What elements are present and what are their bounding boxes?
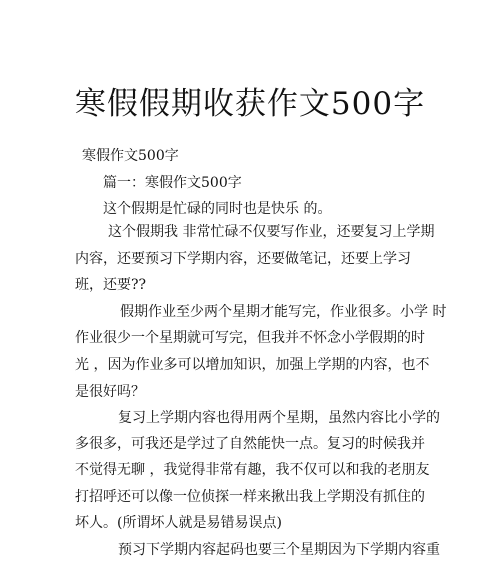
paragraph-line: 内容，还要预习下学期内容，还要做笔记，还要上学习: [75, 251, 411, 267]
paragraph-line: 坏人。(所谓坏人就是易错易误点): [75, 515, 282, 531]
document-subtitle: 寒假作文500字: [82, 148, 179, 164]
paragraph-line: 假期作业至少两个星期才能写完，作业很多。小学 时: [120, 304, 447, 320]
paragraph-line: 这个假期是忙碌的同时也是快乐 的。: [103, 201, 332, 217]
paragraph-line: 多很多，可我还是学过了自然能快一点。复习的时候我并: [75, 436, 425, 452]
paragraph-line: 打招呼还可以像一位侦探一样来揪出我上学期没有抓住的: [75, 489, 425, 505]
paragraph-line: 光 ，因为作业多可以增加知识，加强上学期的内容，也不: [75, 357, 430, 373]
paragraph-line: 复习上学期内容也得用两个星期，虽然内容比小学的: [118, 410, 440, 426]
paragraph-line: 预习下学期内容起码也要三个星期因为下学期内容重: [118, 542, 440, 558]
paragraph-line: 不觉得无聊 ，我觉得非常有趣，我不仅可以和我的老朋友: [75, 462, 430, 478]
paragraph-line: 作业很少一个星期就可写完，但我并不怀念小学假期的时: [75, 330, 425, 346]
paragraph-line: 这个假期我 非常忙碌不仅要写作业，还要复习上学期: [108, 224, 435, 240]
paragraph-line: 班，还要??: [75, 277, 147, 293]
document-title: 寒假假期收获作文500字: [74, 86, 426, 122]
paragraph-line: 是很好吗？: [75, 384, 145, 400]
section-heading: 篇一：寒假作文500字: [103, 175, 242, 191]
